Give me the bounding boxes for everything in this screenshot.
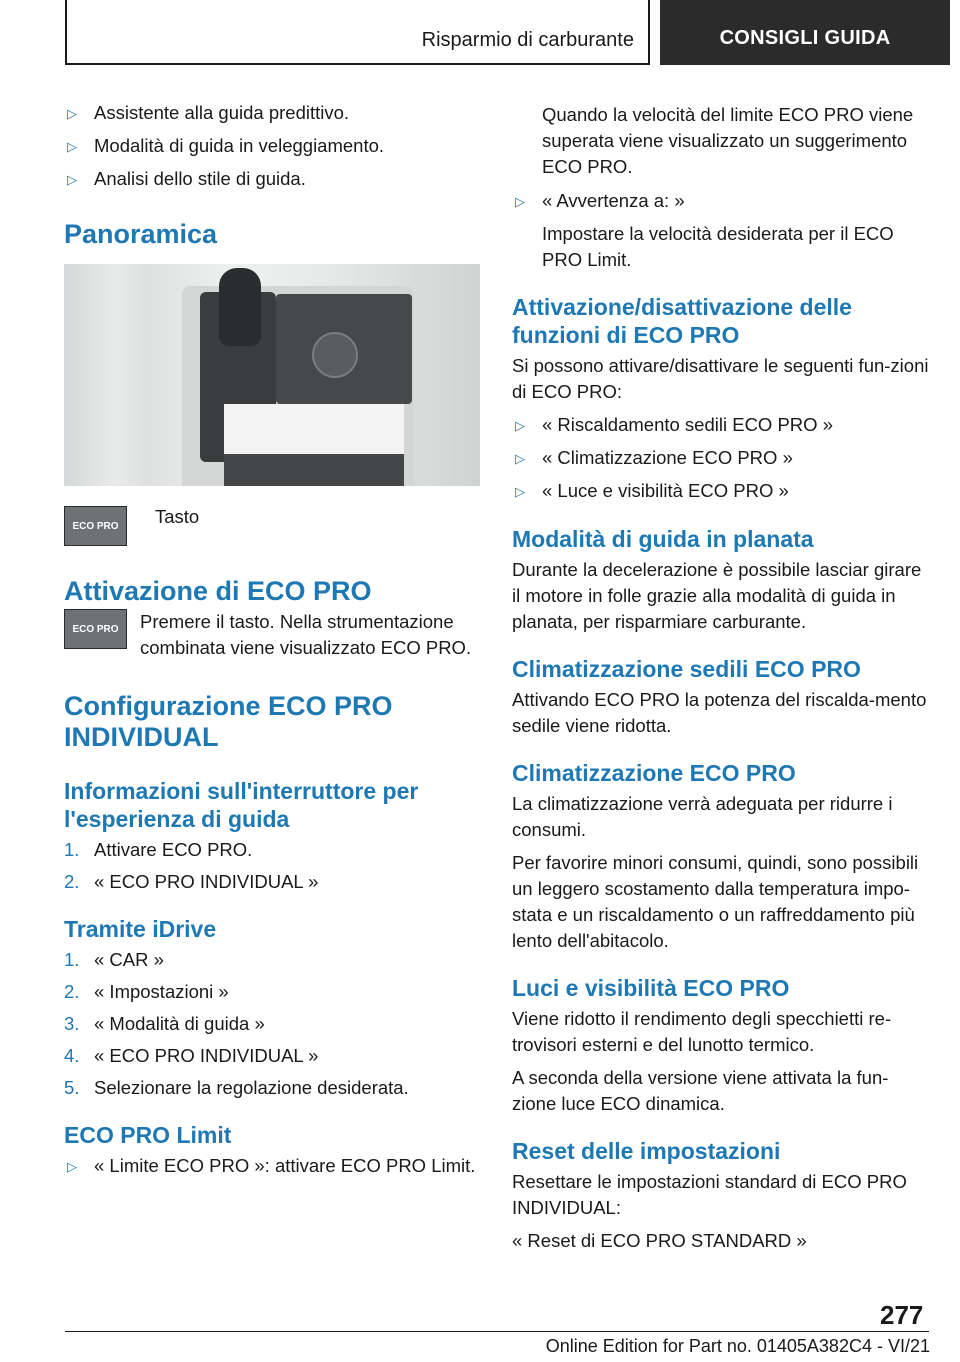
heading-panoramica: Panoramica [64, 219, 218, 249]
triangle-bullet-icon: ▷ [515, 484, 525, 499]
list-item: ▷ Assistente alla guida predittivo. [64, 100, 482, 127]
heading-luci: Luci e visibilità ECO PRO [512, 975, 790, 1001]
list-item: 2. « Impostazioni » [64, 981, 229, 1002]
clima-text-2: Per favorire minori consumi, quindi, sono possibili un leggero scostamento dalla temperatura impo-stata e un riscaldamento o un raffreddamento più lento dell'abitacolo. [512, 852, 919, 951]
button-legend [64, 506, 482, 546]
triangle-bullet-icon: ▷ [515, 451, 525, 466]
eco-pro-button-icon: ECO PRO [64, 506, 127, 546]
triangle-bullet-icon: ▷ [515, 194, 525, 209]
list-item: 1. « CAR » [64, 949, 164, 970]
list-item: 1. Attivare ECO PRO. [64, 839, 253, 860]
list-item: ▷ Analisi dello stile di guida. [64, 166, 482, 193]
attdis-text: Si possono attivare/disattivare le seguenti fun-zioni di ECO PRO: [512, 355, 929, 402]
heading-planata: Modalità di guida in planata [512, 526, 814, 552]
list-item: ▷ « Limite ECO PRO »: attivare ECO PRO Limit. [64, 1153, 482, 1180]
list-item: ▷ Modalità di guida in veleggiamento. [64, 133, 482, 160]
list-item: 3. « Modalità di guida » [64, 1013, 265, 1034]
avvertenza-continuation: Impostare la velocità desiderata per il ECO PRO Limit. [542, 223, 894, 270]
right-column [512, 102, 930, 1261]
eco-pro-button-icon: ECO PRO [64, 609, 127, 649]
heading-reset: Reset delle impostazioni [512, 1138, 781, 1164]
heading-limit: ECO PRO Limit [64, 1122, 232, 1148]
attivazione-text: Premere il tasto. Nella strumentazione combinata viene visualizzato ECO PRO. [140, 611, 472, 658]
clima-text-1: La climatizzazione verrà adeguata per ridurre i consumi. [512, 793, 893, 840]
limit-continuation: Quando la velocità del limite ECO PRO viene superata viene visualizzato un suggerimento ECO PRO. [542, 104, 914, 177]
triangle-bullet-icon: ▷ [67, 172, 77, 187]
footer-rule [65, 1331, 929, 1332]
reset-text: Resettare le impostazioni standard di ECO PRO INDIVIDUAL: [512, 1171, 907, 1218]
heading-informazioni: Informazioni sull'interruttore per l'esperienza di guida [64, 778, 419, 832]
list-item: 4. « ECO PRO INDIVIDUAL » [64, 1045, 319, 1066]
center-console-photo [64, 264, 480, 486]
planata-text: Durante la decelerazione è possibile lasciar girare il motore in folle grazie alla modalità di guida in planata, per risparmiare carburante. [512, 559, 922, 632]
page-number: 277 [880, 1300, 924, 1330]
list-item: ▷ « Luce e visibilità ECO PRO » [512, 478, 930, 505]
list-item: ▷ « Avvertenza a: » [512, 188, 930, 215]
heading-attdis: Attivazione/disattivazione delle funzioni di ECO PRO [512, 294, 852, 348]
list-item: ▷ « Riscaldamento sedili ECO PRO » [512, 412, 930, 439]
attivazione-row [64, 609, 482, 661]
triangle-bullet-icon: ▷ [67, 1159, 77, 1174]
heading-clima: Climatizzazione ECO PRO [512, 760, 796, 786]
header-rule-bottom [65, 63, 650, 65]
left-column [64, 100, 482, 1186]
heading-sedili: Climatizzazione sedili ECO PRO [512, 656, 861, 682]
luci-text-2: A seconda della versione viene attivata la fun-zione luce ECO dinamica. [512, 1067, 889, 1114]
heading-attivazione: Attivazione di ECO PRO [64, 576, 372, 606]
triangle-bullet-icon: ▷ [67, 106, 77, 121]
header-rule-left [65, 0, 67, 65]
gear-selector-shape [219, 268, 261, 346]
list-item: 5. Selezionare la regolazione desiderata. [64, 1077, 409, 1098]
button-caption: Tasto [155, 506, 200, 527]
footer-edition: Online Edition for Part no. 01405A382C4 - VI/21 [545, 1336, 930, 1356]
list-item: 2. « ECO PRO INDIVIDUAL » [64, 871, 319, 892]
list-item: ▷ « Climatizzazione ECO PRO » [512, 445, 930, 472]
idrive-controller-shape [312, 332, 358, 378]
triangle-bullet-icon: ▷ [67, 139, 77, 154]
header-chapter-tab: CONSIGLI GUIDA [660, 0, 950, 65]
header-rule-mid [648, 0, 650, 65]
heading-idrive: Tramite iDrive [64, 916, 217, 942]
triangle-bullet-icon: ▷ [515, 418, 525, 433]
reset-menu-path: « Reset di ECO PRO STANDARD » [512, 1230, 807, 1251]
heading-configurazione: Configurazione ECO PRO INDIVIDUAL [64, 691, 393, 752]
header-section-title: Risparmio di carburante [421, 29, 634, 51]
sedili-text: Attivando ECO PRO la potenza del riscalda-mento sedile viene ridotta. [512, 689, 927, 736]
luci-text-1: Viene ridotto il rendimento degli specchietti re-trovisori esterni e del lunotto termico. [512, 1008, 892, 1055]
